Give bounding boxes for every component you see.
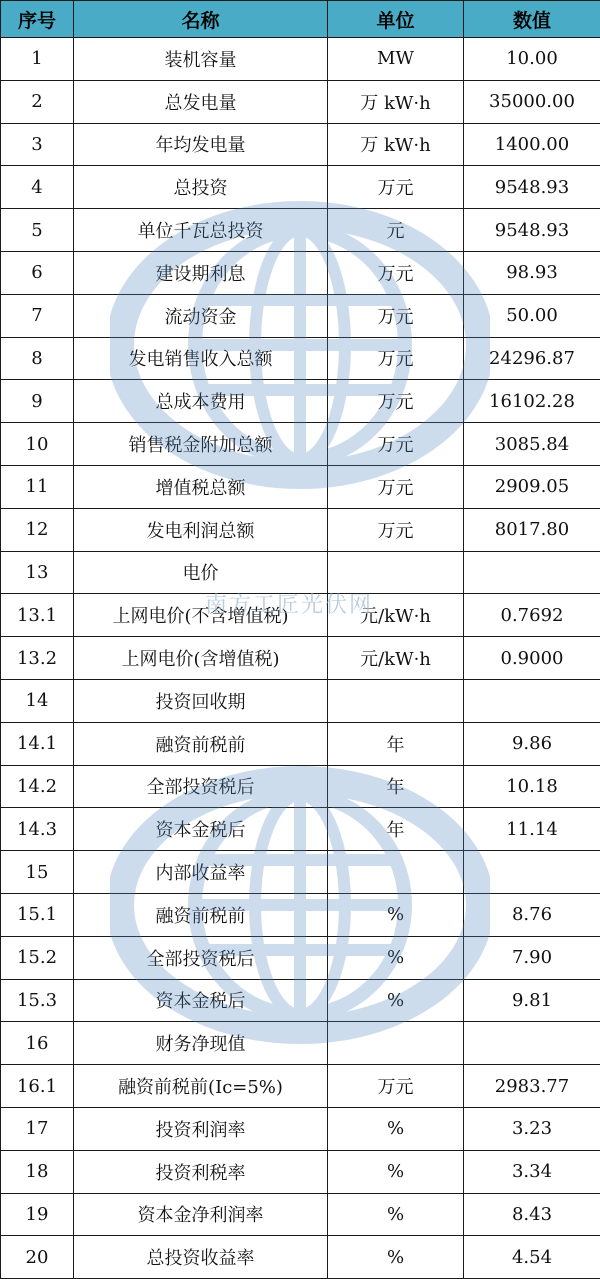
cell-value: 9.86	[464, 722, 600, 765]
cell-number: 10	[1, 423, 74, 466]
cell-value: 3.23	[464, 1107, 600, 1150]
cell-value: 9548.93	[464, 209, 600, 252]
cell-value: 35000.00	[464, 80, 600, 123]
cell-unit	[328, 1022, 464, 1065]
cell-name: 全部投资税后	[74, 765, 328, 808]
cell-value: 98.93	[464, 251, 600, 294]
cell-name: 融资前税前	[74, 722, 328, 765]
table-row	[1, 465, 600, 508]
header-number: 序号	[1, 1, 74, 38]
cell-number: 3	[1, 123, 74, 166]
table-row	[1, 936, 600, 979]
cell-number: 15.1	[1, 893, 74, 936]
cell-unit: 年	[328, 808, 464, 851]
cell-number: 14	[1, 679, 74, 722]
cell-name: 发电利润总额	[74, 508, 328, 551]
cell-unit: %	[328, 979, 464, 1022]
cell-value: 0.9000	[464, 637, 600, 680]
table-row	[1, 765, 600, 808]
cell-unit: 万元	[328, 251, 464, 294]
cell-number: 1	[1, 38, 74, 81]
cell-unit	[328, 679, 464, 722]
cell-name: 发电销售收入总额	[74, 337, 328, 380]
cell-name: 资本金税后	[74, 979, 328, 1022]
cell-unit	[328, 851, 464, 894]
cell-name: 总投资	[74, 166, 328, 209]
cell-name: 销售税金附加总额	[74, 423, 328, 466]
cell-value: 8.76	[464, 893, 600, 936]
cell-name: 财务净现值	[74, 1022, 328, 1065]
cell-unit: %	[328, 1107, 464, 1150]
cell-unit: 万元	[328, 337, 464, 380]
cell-unit: MW	[328, 38, 464, 81]
table-row	[1, 123, 600, 166]
cell-name: 全部投资税后	[74, 936, 328, 979]
cell-value: 8017.80	[464, 508, 600, 551]
cell-unit: 元/kW·h	[328, 637, 464, 680]
cell-value: 3085.84	[464, 423, 600, 466]
cell-unit: 万元	[328, 294, 464, 337]
cell-number: 20	[1, 1236, 74, 1279]
cell-value: 3.34	[464, 1150, 600, 1193]
table-row	[1, 1022, 600, 1065]
cell-name: 总投资收益率	[74, 1236, 328, 1279]
cell-unit: 元/kW·h	[328, 594, 464, 637]
table-row	[1, 851, 600, 894]
cell-value	[464, 851, 600, 894]
cell-name: 融资前税前	[74, 893, 328, 936]
cell-number: 19	[1, 1193, 74, 1236]
table-row	[1, 38, 600, 81]
cell-number: 12	[1, 508, 74, 551]
cell-number: 18	[1, 1150, 74, 1193]
cell-name: 上网电价(不含增值税)	[74, 594, 328, 637]
table-row	[1, 166, 600, 209]
cell-name: 融资前税前(Ic=5%)	[74, 1065, 328, 1108]
header-unit: 单位	[328, 1, 464, 38]
table-header-row	[1, 1, 600, 38]
cell-unit: %	[328, 893, 464, 936]
cell-value: 9548.93	[464, 166, 600, 209]
cell-name: 装机容量	[74, 38, 328, 81]
cell-unit: 万元	[328, 166, 464, 209]
cell-name: 电价	[74, 551, 328, 594]
cell-name: 资本金税后	[74, 808, 328, 851]
cell-number: 15	[1, 851, 74, 894]
cell-value: 2909.05	[464, 465, 600, 508]
cell-value: 11.14	[464, 808, 600, 851]
cell-number: 17	[1, 1107, 74, 1150]
cell-name: 投资利润率	[74, 1107, 328, 1150]
cell-value: 50.00	[464, 294, 600, 337]
cell-value: 7.90	[464, 936, 600, 979]
watermark-text: 南方工匠光伏网	[205, 588, 373, 619]
table-body	[1, 38, 600, 1279]
cell-name: 年均发电量	[74, 123, 328, 166]
cell-name: 增值税总额	[74, 465, 328, 508]
cell-value: 8.43	[464, 1193, 600, 1236]
cell-value	[464, 1022, 600, 1065]
cell-unit: 万元	[328, 465, 464, 508]
table-row	[1, 423, 600, 466]
cell-number: 13.1	[1, 594, 74, 637]
cell-unit: %	[328, 1193, 464, 1236]
cell-number: 15.2	[1, 936, 74, 979]
table-row	[1, 80, 600, 123]
cell-number: 14.2	[1, 765, 74, 808]
table-row	[1, 637, 600, 680]
cell-unit: 万元	[328, 380, 464, 423]
table-row	[1, 380, 600, 423]
cell-value	[464, 679, 600, 722]
table-row	[1, 251, 600, 294]
cell-value: 9.81	[464, 979, 600, 1022]
cell-value: 16102.28	[464, 380, 600, 423]
table-row	[1, 508, 600, 551]
cell-number: 16.1	[1, 1065, 74, 1108]
cell-unit: %	[328, 936, 464, 979]
cell-name: 总成本费用	[74, 380, 328, 423]
cell-unit: 万元	[328, 508, 464, 551]
cell-unit: 万 kW·h	[328, 123, 464, 166]
header-name: 名称	[74, 1, 328, 38]
table-row	[1, 1236, 600, 1279]
cell-name: 投资回收期	[74, 679, 328, 722]
cell-number: 7	[1, 294, 74, 337]
cell-unit: 万 kW·h	[328, 80, 464, 123]
cell-value: 0.7692	[464, 594, 600, 637]
cell-number: 13	[1, 551, 74, 594]
cell-unit: 元	[328, 209, 464, 252]
table-row	[1, 1150, 600, 1193]
header-value: 数值	[464, 1, 600, 38]
cell-number: 5	[1, 209, 74, 252]
table-row	[1, 893, 600, 936]
cell-number: 8	[1, 337, 74, 380]
cell-value: 2983.77	[464, 1065, 600, 1108]
table-row	[1, 1193, 600, 1236]
cell-number: 9	[1, 380, 74, 423]
cell-number: 6	[1, 251, 74, 294]
cell-name: 投资利税率	[74, 1150, 328, 1193]
cell-unit: 万元	[328, 1065, 464, 1108]
cell-value: 10.18	[464, 765, 600, 808]
cell-value: 10.00	[464, 38, 600, 81]
table-row	[1, 979, 600, 1022]
table-row	[1, 679, 600, 722]
cell-number: 4	[1, 166, 74, 209]
cell-value: 4.54	[464, 1236, 600, 1279]
table-row	[1, 1107, 600, 1150]
table-row	[1, 551, 600, 594]
cell-value	[464, 551, 600, 594]
cell-name: 总发电量	[74, 80, 328, 123]
cell-number: 15.3	[1, 979, 74, 1022]
table-row	[1, 1065, 600, 1108]
table-row	[1, 209, 600, 252]
cell-number: 2	[1, 80, 74, 123]
table-row	[1, 808, 600, 851]
cell-name: 内部收益率	[74, 851, 328, 894]
cell-value: 24296.87	[464, 337, 600, 380]
cell-number: 14.3	[1, 808, 74, 851]
table-row	[1, 594, 600, 637]
cell-unit: %	[328, 1150, 464, 1193]
table-row	[1, 294, 600, 337]
cell-number: 16	[1, 1022, 74, 1065]
cell-name: 资本金净利润率	[74, 1193, 328, 1236]
table-row	[1, 337, 600, 380]
cell-name: 流动资金	[74, 294, 328, 337]
cell-name: 单位千瓦总投资	[74, 209, 328, 252]
cell-unit: %	[328, 1236, 464, 1279]
table-row	[1, 722, 600, 765]
cell-name: 建设期利息	[74, 251, 328, 294]
cell-number: 11	[1, 465, 74, 508]
cell-unit: 年	[328, 765, 464, 808]
cell-unit	[328, 551, 464, 594]
cell-unit: 万元	[328, 423, 464, 466]
cell-number: 13.2	[1, 637, 74, 680]
cell-name: 上网电价(含增值税)	[74, 637, 328, 680]
cell-value: 1400.00	[464, 123, 600, 166]
cell-unit: 年	[328, 722, 464, 765]
cell-number: 14.1	[1, 722, 74, 765]
